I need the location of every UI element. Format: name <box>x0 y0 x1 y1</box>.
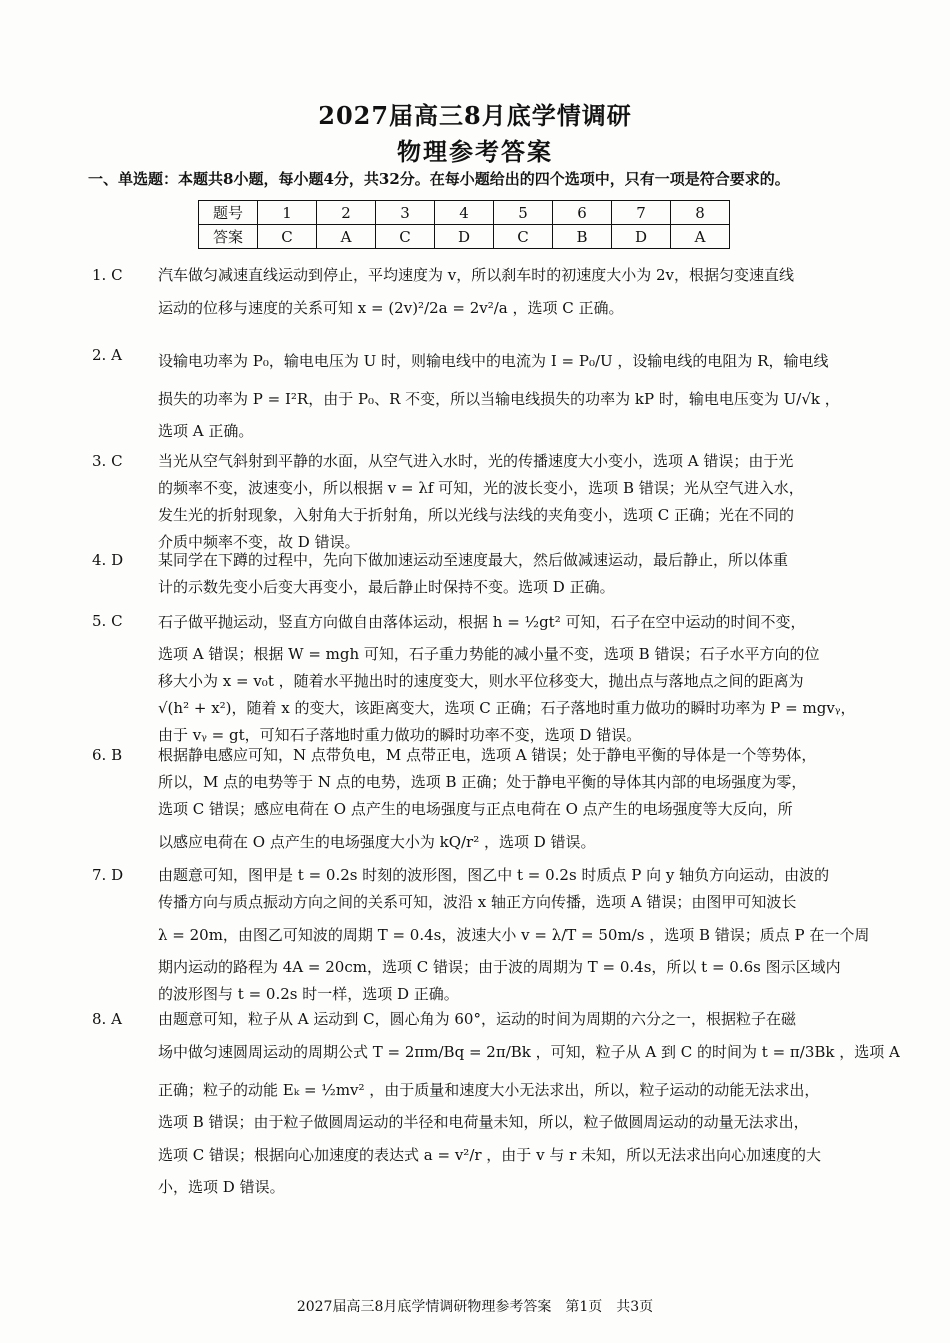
question-number: 3. C <box>92 452 123 470</box>
table-header-cell: 题号 <box>199 201 258 225</box>
text-line: 设输电功率为 P₀，输电电压为 U 时，则输电线中的电流为 I = P₀/U ，设输电线的电阻为 R，输电线 <box>158 352 829 370</box>
section-heading: 一、单选题：本题共8小题，每小题4分，共32分。在每小题给出的四个选项中，只有一项是符合要求的。 <box>88 170 790 188</box>
table-cell: C <box>376 225 435 249</box>
table-cell: A <box>317 225 376 249</box>
page-footer: 2027届高三8月底学情调研物理参考答案 第1页 共3页 <box>296 1299 654 1315</box>
text-line: 汽车做匀减速直线运动到停止，平均速度为 v，所以刹车时的初速度大小为 2v，根据匀变速直线 <box>158 266 795 284</box>
question-6 <box>92 742 872 861</box>
text-line: √(h² + x²)，随着 x 的变大，该距离变大，选项 C 正确；石子落地时重力做功的瞬时功率为 P = mgvᵧ， <box>158 699 856 717</box>
table-cell: 7 <box>612 201 671 225</box>
page-subtitle: 物理参考答案 <box>397 137 553 166</box>
text-line: 计的示数先变小后变大再变小，最后静止时保持不变。选项 D 正确。 <box>158 578 615 596</box>
question-5 <box>92 603 872 749</box>
question-1 <box>92 262 872 327</box>
question-number: 8. A <box>92 1010 122 1028</box>
text-line: 由题意可知，图甲是 t = 0.2s 时刻的波形图，图乙中 t = 0.2s 时质点 P 向 y 轴负方向运动，由波的 <box>158 866 830 884</box>
table-cell: 5 <box>494 201 553 225</box>
page-title: 2027届高三8月底学情调研 <box>318 101 632 130</box>
question-7 <box>92 862 872 1008</box>
question-3 <box>92 448 872 556</box>
text-line: 正确；粒子的动能 Eₖ = ½mv² ，由于质量和速度大小无法求出，所以，粒子运动的动能无法求出， <box>158 1081 820 1099</box>
table-cell: D <box>612 225 671 249</box>
question-number: 5. C <box>92 612 123 630</box>
question-number: 6. B <box>92 746 123 764</box>
text-line: 场中做匀速圆周运动的周期公式 T = 2πm/Bq = 2π/Bk ，可知，粒子从 A 到 C 的时间为 t = π/3Bk ，选项 A <box>158 1043 900 1061</box>
table-cell: 2 <box>317 201 376 225</box>
text-line: 选项 A 错误；根据 W = mgh 可知，石子重力势能的减小量不变，选项 B 错误；石子水平方向的位 <box>158 645 820 663</box>
text-line: 根据静电感应可知，N 点带负电，M 点带正电，选项 A 错误；处于静电平衡的导体是一个等势体， <box>158 746 817 764</box>
table-cell: B <box>553 225 612 249</box>
text-line: 小，选项 D 错误。 <box>158 1178 285 1196</box>
table-cell: 8 <box>671 201 730 225</box>
table-cell: D <box>435 225 494 249</box>
question-number: 2. A <box>92 346 122 364</box>
text-line: 当光从空气斜射到平静的水面，从空气进入水时，光的传播速度大小变小，选项 A 错误；由于光 <box>158 452 794 470</box>
table-cell: 4 <box>435 201 494 225</box>
table-row <box>199 225 730 249</box>
text-line: 的波形图与 t = 0.2s 时一样，选项 D 正确。 <box>158 985 459 1003</box>
table-cell: 6 <box>553 201 612 225</box>
table-cell: A <box>671 225 730 249</box>
text-line: 移大小为 x = v₀t ，随着水平抛出时的速度变大，则水平位移变大，抛出点与落地点之间的距离为 <box>158 672 804 690</box>
table-cell: 1 <box>258 201 317 225</box>
text-line: λ = 20m，由图乙可知波的周期 T = 0.4s，波速大小 v = λ/T = 50m/s ，选项 B 错误；质点 P 在一个周 <box>158 926 870 944</box>
text-line: 由于 vᵧ = gt，可知石子落地时重力做功的瞬时功率不变，选项 D 错误。 <box>158 726 642 744</box>
text-line: 传播方向与质点振动方向之间的关系可知，波沿 x 轴正方向传播，选项 A 错误；由图甲可知波长 <box>158 893 797 911</box>
text-line: 介质中频率不变，故 D 错误。 <box>158 533 360 551</box>
text-line: 选项 A 正确。 <box>158 422 254 440</box>
text-line: 选项 B 错误；由于粒子做圆周运动的半径和电荷量未知，所以，粒子做圆周运动的动量无法求出， <box>158 1113 809 1131</box>
text-line: 期内运动的路程为 4A = 20cm，选项 C 错误；由于波的周期为 T = 0.4s，所以 t = 0.6s 图示区域内 <box>158 958 841 976</box>
table-cell: 3 <box>376 201 435 225</box>
text-line: 石子做平抛运动，竖直方向做自由落体运动，根据 h = ½gt² 可知，石子在空中运动的时间不变， <box>158 613 806 631</box>
text-line: 所以，M 点的电势等于 N 点的电势，选项 B 正确；处于静电平衡的导体其内部的电场强度为零， <box>158 773 807 791</box>
text-line: 以感应电荷在 O 点产生的电场强度大小为 kQ/r² ，选项 D 错误。 <box>158 833 596 851</box>
answer-table <box>198 200 730 249</box>
text-line: 的频率不变，波速变小，所以根据 v = λf 可知，光的波长变小，选项 B 错误；光从空气进入水， <box>158 479 804 497</box>
text-line: 选项 C 错误；感应电荷在 O 点产生的电场强度与正点电荷在 O 点产生的电场强度等大反向，所 <box>158 800 793 818</box>
table-cell: C <box>494 225 553 249</box>
question-4 <box>92 547 872 601</box>
text-line: 由题意可知，粒子从 A 运动到 C，圆心角为 60°，运动的时间为周期的六分之一，根据粒子在磁 <box>158 1010 796 1028</box>
table-row <box>199 201 730 225</box>
text-line: 某同学在下蹲的过程中，先向下做加速运动至速度最大，然后做减速运动，最后静止，所以体重 <box>158 551 789 569</box>
question-number: 7. D <box>92 866 124 884</box>
text-line: 选项 C 错误；根据向心加速度的表达式 a = v²/r ，由于 v 与 r 未知，所以无法求出向心加速度的大 <box>158 1146 822 1164</box>
text-line: 运动的位移与速度的关系可知 x = (2v)²/2a = 2v²/a ，选项 C 正确。 <box>158 299 624 317</box>
text-line: 发生光的折射现象，入射角大于折射角，所以光线与法线的夹角变小，选项 C 正确；光在不同的 <box>158 506 795 524</box>
table-header-cell: 答案 <box>199 225 258 249</box>
question-8 <box>92 1006 900 1201</box>
text-line: 损失的功率为 P = I²R，由于 P₀、R 不变，所以当输电线损失的功率为 kP 时，输电电压变为 U/√k ， <box>158 390 840 408</box>
question-2 <box>92 342 872 445</box>
table-cell: C <box>258 225 317 249</box>
question-number: 4. D <box>92 551 124 569</box>
question-number: 1. C <box>92 266 123 284</box>
